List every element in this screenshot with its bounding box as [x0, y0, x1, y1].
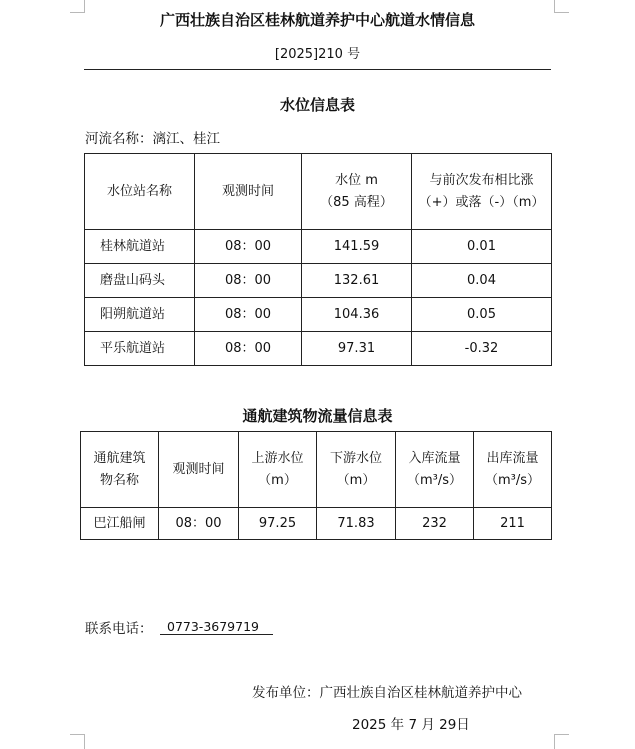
table-row — [85, 332, 552, 366]
station-name: 平乐航道站 — [85, 332, 195, 366]
table-row — [85, 264, 552, 298]
page-corner-mark — [554, 734, 569, 749]
observation-time: 08：00 — [159, 508, 239, 540]
level-change-value: 0.04 — [412, 264, 552, 298]
header-downstream: 下游水位 （m） — [317, 432, 396, 508]
table-row — [85, 298, 552, 332]
river-name: 桂江 — [193, 131, 220, 147]
station-name: 磨盘山码头 — [85, 264, 195, 298]
level-change-value: 0.05 — [412, 298, 552, 332]
river-label: 河流名称： — [85, 131, 153, 147]
header-inflow: 入库流量 （m³/s） — [396, 432, 474, 508]
water-level-table — [84, 153, 552, 366]
water-level-value: 141.59 — [302, 230, 412, 264]
header-structure-name: 通航建筑 物名称 — [81, 432, 159, 508]
header-outflow: 出库流量 （m³/s） — [474, 432, 552, 508]
page-corner-mark — [70, 734, 85, 749]
table-row — [85, 230, 552, 264]
water-level-value: 97.31 — [302, 332, 412, 366]
inflow-value: 232 — [396, 508, 474, 540]
header-station: 水位站名称 — [85, 154, 195, 230]
water-level-value: 104.36 — [302, 298, 412, 332]
header-divider — [84, 69, 551, 70]
water-level-table-title: 水位信息表 — [279, 96, 355, 114]
downstream-level-value: 71.83 — [317, 508, 396, 540]
header-change: 与前次发布相比涨 （+）或落（-）（m） — [412, 154, 552, 230]
station-name: 阳朔航道站 — [85, 298, 195, 332]
header-level: 水位 m （85 高程） — [302, 154, 412, 230]
header-time: 观测时间 — [159, 432, 239, 508]
station-name: 桂林航道站 — [85, 230, 195, 264]
observation-time: 08：00 — [195, 298, 302, 332]
flow-table-title: 通航建筑物流量信息表 — [242, 407, 393, 425]
observation-time: 08：00 — [195, 264, 302, 298]
table-header-row — [85, 154, 552, 230]
table-header-row — [81, 432, 552, 508]
document-number: [2025]210 号 — [274, 47, 361, 62]
document-title: 广西壮族自治区桂林航道养护中心航道水情信息 — [159, 11, 475, 29]
river-name: 漓江 — [152, 131, 180, 147]
phone-number: 0773-3679719 — [160, 619, 273, 635]
structure-name: 巴江船闸 — [81, 508, 159, 540]
header-time: 观测时间 — [195, 154, 302, 230]
level-change-value: 0.01 — [412, 230, 552, 264]
phone-label: 联系电话： — [85, 621, 153, 637]
river-separator: 、 — [179, 131, 193, 147]
flow-table — [80, 431, 552, 540]
header-upstream: 上游水位 （m） — [239, 432, 317, 508]
observation-time: 08：00 — [195, 332, 302, 366]
level-change-value: -0.32 — [412, 332, 552, 366]
table-row — [81, 508, 552, 540]
observation-time: 08：00 — [195, 230, 302, 264]
outflow-value: 211 — [474, 508, 552, 540]
publisher: 发布单位：广西壮族自治区桂林航道养护中心 — [252, 685, 522, 701]
water-level-value: 132.61 — [302, 264, 412, 298]
river-names — [85, 127, 220, 147]
publish-date: 2025 年 7 月 29日 — [352, 717, 470, 733]
upstream-level-value: 97.25 — [239, 508, 317, 540]
